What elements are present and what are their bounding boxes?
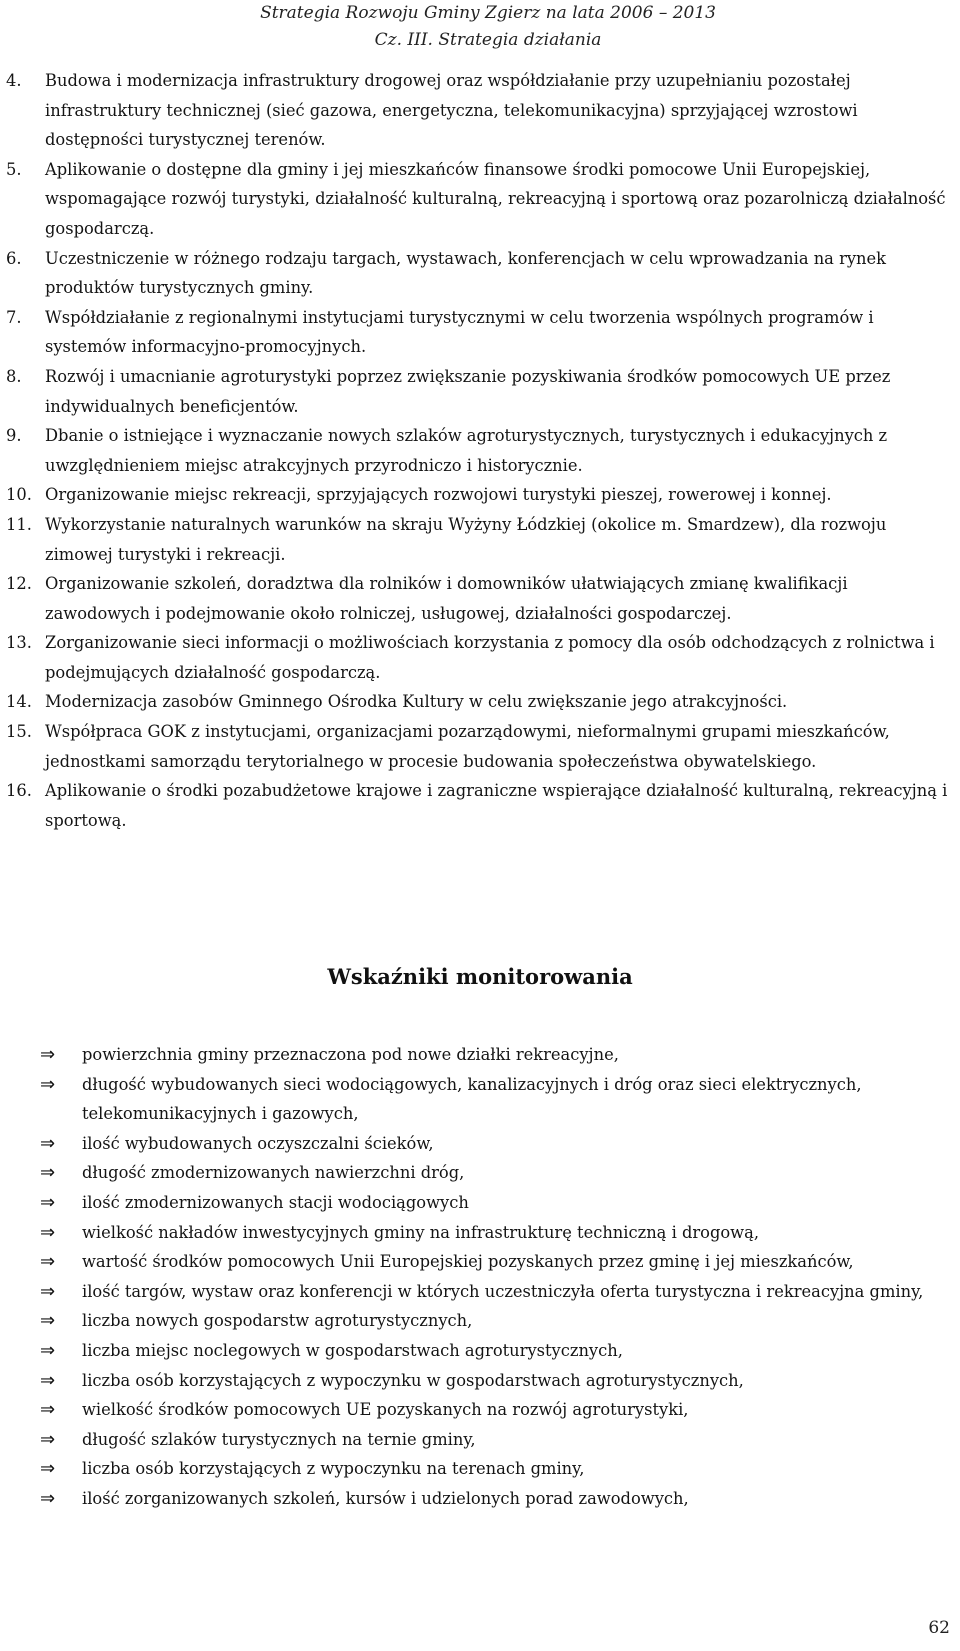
section-title: Wskaźniki monitorowania	[327, 964, 633, 989]
indicator-text: ilość wybudowanych oczyszczalni ścieków,	[82, 1133, 434, 1153]
list-item	[6, 569, 956, 628]
indicator-item	[40, 1277, 945, 1307]
list-item-text: Zorganizowanie sieci informacji o możliwościach korzystania z pomocy dla osób odchodzących z rolnictwa i podejmujących działalność gospodarczą.	[45, 633, 935, 682]
list-item	[6, 510, 956, 569]
indicator-item	[40, 1188, 945, 1218]
double-arrow-icon: ⇒	[40, 1487, 56, 1509]
indicator-text: powierzchnia gminy przeznaczona pod nowe działki rekreacyjne,	[82, 1045, 619, 1064]
indicator-item	[40, 1454, 945, 1484]
list-item-text: Budowa i modernizacja infrastruktury drogowej oraz współdziałanie przy uzupełnianiu pozostałej infrastruktury technicznej (sieć gazowa, energetyczna, telekomunikacyjna) sprzyjającej wzrostowi dostępności turystycznej terenów.	[45, 71, 858, 150]
list-item	[6, 303, 956, 362]
indicator-item	[40, 1306, 945, 1336]
indicator-item	[40, 1484, 945, 1514]
double-arrow-icon: ⇒	[40, 1369, 56, 1391]
document-title: Strategia Rozwoju Gminy Zgierz na lata 2006 – 2013	[260, 3, 716, 23]
indicator-item	[40, 1366, 945, 1396]
indicator-text: długość zmodernizowanych nawierzchni dróg,	[82, 1163, 465, 1183]
list-item-number: 14.	[6, 692, 32, 712]
double-arrow-icon: ⇒	[40, 1280, 56, 1302]
indicator-text: wartość środków pomocowych Unii Europejskiej pozyskanych przez gminę i jej mieszkańców,	[82, 1252, 854, 1272]
list-item-text: Rozwój i umacnianie agroturystyki poprzez zwiększanie pozyskiwania środków pomocowych UE przez indywidualnych beneficjentów.	[45, 366, 891, 416]
list-item	[6, 628, 956, 687]
list-item-number: 11.	[6, 514, 32, 534]
list-item-text: Współdziałanie z regionalnymi instytucjami turystycznymi w celu tworzenia wspólnych programów i systemów informacyjno-promocyjnych.	[45, 307, 874, 357]
indicator-item	[40, 1158, 945, 1188]
list-item-number: 8.	[6, 366, 22, 386]
list-item-text: Aplikowanie o dostępne dla gminy i jej mieszkańców finansowe środki pomocowe Unii Europejskiej, wspomagające rozwój turystyki, działalność kulturalną, rekreacyjną i sportową oraz pozarolniczą działalność gospodarczą.	[45, 159, 946, 238]
double-arrow-icon: ⇒	[40, 1310, 56, 1332]
indicator-text: liczba miejsc noclegowych w gospodarstwach agroturystycznych,	[82, 1340, 623, 1360]
page-number: 62	[928, 1618, 950, 1638]
list-item	[6, 421, 956, 480]
list-item-text: Współpraca GOK z instytucjami, organizacjami pozarządowymi, nieformalnymi grupami mieszkańców, jednostkami samorządu terytorialnego w procesie budowania społeczeństwa obywatelskiego.	[45, 722, 890, 771]
list-item	[6, 687, 956, 717]
indicator-text: ilość targów, wystaw oraz konferencji w których uczestniczyła oferta turystyczna i rekreacyjna gminy,	[82, 1281, 924, 1301]
page-header	[260, 0, 716, 54]
indicator-item	[40, 1040, 945, 1070]
list-item-number: 13.	[6, 633, 32, 653]
indicators-list	[40, 1040, 945, 1514]
indicator-text: długość szlaków turystycznych na ternie gminy,	[82, 1429, 476, 1449]
double-arrow-icon: ⇒	[40, 1073, 56, 1095]
indicator-text: ilość zmodernizowanych stacji wodociągowych	[82, 1192, 469, 1212]
indicator-item	[40, 1247, 945, 1277]
indicator-text: długość wybudowanych sieci wodociągowych, kanalizacyjnych i dróg oraz sieci elektrycznych, telekomunikacyjnych i gazowych,	[82, 1074, 862, 1124]
double-arrow-icon: ⇒	[40, 1162, 56, 1184]
indicator-item	[40, 1336, 945, 1366]
list-item-text: Uczestniczenie w różnego rodzaju targach, wystawach, konferencjach w celu wprowadzania na rynek produktów turystycznych gminy.	[45, 248, 887, 298]
list-item-text: Organizowanie szkoleń, doradztwa dla rolników i domowników ułatwiających zmianę kwalifikacji zawodowych i podejmowanie około rolniczej, usługowej, działalności gospodarczej.	[45, 574, 848, 623]
list-item	[6, 480, 956, 510]
list-item	[6, 155, 956, 244]
double-arrow-icon: ⇒	[40, 1458, 56, 1480]
indicator-text: liczba osób korzystających z wypoczynku w gospodarstwach agroturystycznych,	[82, 1370, 744, 1390]
double-arrow-icon: ⇒	[40, 1221, 56, 1243]
list-item-number: 10.	[6, 485, 32, 505]
indicator-item	[40, 1218, 945, 1248]
indicator-text: liczba nowych gospodarstw agroturystycznych,	[82, 1311, 473, 1331]
indicator-text: ilość zorganizowanych szkoleń, kursów i udzielonych porad zawodowych,	[82, 1488, 689, 1508]
list-item-number: 15.	[6, 722, 32, 742]
double-arrow-icon: ⇒	[40, 1399, 56, 1421]
document-section: Cz. III. Strategia działania	[374, 30, 602, 50]
list-item	[6, 66, 956, 155]
list-item-text: Aplikowanie o środki pozabudżetowe krajowe i zagraniczne wspierające działalność kulturalną, rekreacyjną i sportową.	[45, 781, 948, 830]
indicator-text: wielkość środków pomocowych UE pozyskanych na rozwój agroturystyki,	[82, 1400, 689, 1420]
double-arrow-icon: ⇒	[40, 1251, 56, 1273]
double-arrow-icon: ⇒	[40, 1339, 56, 1361]
list-item-number: 16.	[6, 781, 32, 801]
list-item-number: 6.	[6, 248, 22, 268]
list-item-number: 12.	[6, 574, 32, 594]
list-item-number: 9.	[6, 426, 22, 446]
list-item	[6, 717, 956, 776]
indicator-text: liczba osób korzystających z wypoczynku na terenach gminy,	[82, 1459, 585, 1479]
double-arrow-icon: ⇒	[40, 1132, 56, 1154]
double-arrow-icon: ⇒	[40, 1044, 56, 1065]
actions-list	[6, 66, 956, 835]
indicator-item	[40, 1395, 945, 1425]
indicator-text: wielkość nakładów inwestycyjnych gminy na infrastrukturę techniczną i drogową,	[82, 1222, 759, 1242]
list-item-text: Organizowanie miejsc rekreacji, sprzyjających rozwojowi turystyki pieszej, rowerowej i konnej.	[45, 485, 832, 505]
list-item-text: Modernizacja zasobów Gminnego Ośrodka Kultury w celu zwiększanie jego atrakcyjności.	[45, 692, 788, 712]
list-item-number: 5.	[6, 159, 22, 179]
double-arrow-icon: ⇒	[40, 1428, 56, 1450]
list-item	[6, 362, 956, 421]
list-item	[6, 244, 956, 303]
list-item-number: 7.	[6, 307, 22, 327]
list-item-text: Dbanie o istniejące i wyznaczanie nowych szlaków agroturystycznych, turystycznych i edukacyjnych z uwzględnieniem miejsc atrakcyjnych przyrodniczo i historycznie.	[45, 426, 888, 475]
indicator-item	[40, 1425, 945, 1455]
list-item	[6, 776, 956, 835]
list-item-number: 4.	[6, 71, 22, 90]
double-arrow-icon: ⇒	[40, 1191, 56, 1213]
indicator-item	[40, 1129, 945, 1159]
list-item-text: Wykorzystanie naturalnych warunków na skraju Wyżyny Łódzkiej (okolice m. Smardzew), dla rozwoju zimowej turystyki i rekreacji.	[45, 514, 887, 564]
indicator-item	[40, 1070, 945, 1129]
